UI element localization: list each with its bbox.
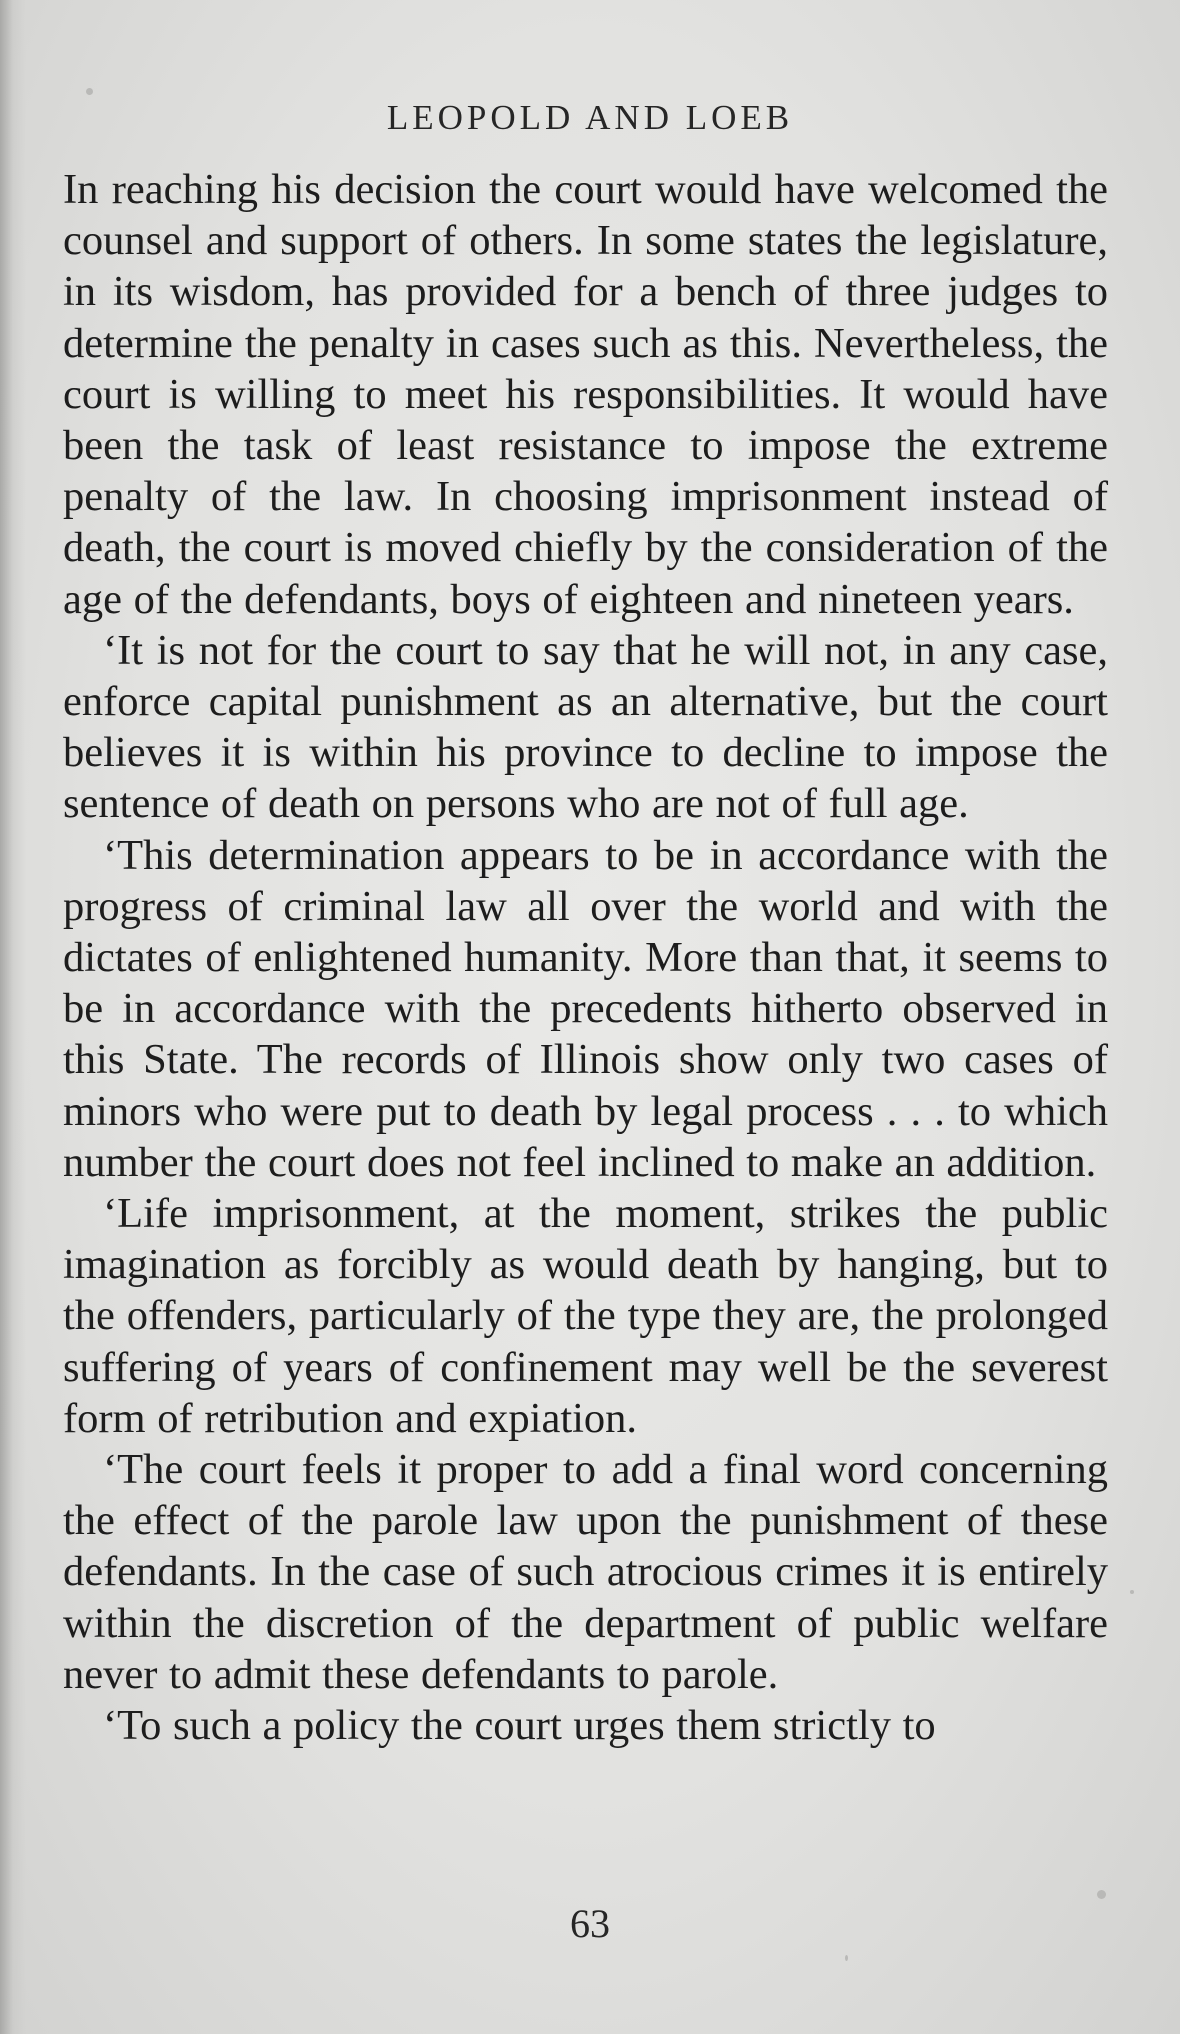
paragraph: In reaching his decision the court would have welcomed the counsel and support of others. In some states the legislature, in its wisdom, has provided for a bench of three judges to determine the penalty in cases such as this. Nevertheless, the court is willing to meet his responsibilities. It would have been the task of least resistance to impose the extreme penalty of the law. In choosing imprisonment instead of death, the court is moved chiefly by the consideration of the age of the defendants, boys of eighteen and nineteen years. (63, 166, 1108, 623)
paragraph: ‘To such a policy the court urges them strictly to (103, 1702, 936, 1750)
paragraph: ‘It is not for the court to say that he will not, in any case, enforce capital punishment as an alternative, but the court believes it is within his province to decline to impose the sentence of death on persons who are not of full age. (63, 626, 1108, 828)
paragraph: ‘Life imprisonment, at the moment, strikes the public imagination as forcibly as would death by hanging, but to the offenders, particularly of the type they are, the prolonged suffering of years of confinement may well be the severest form of retribution and expiation. (63, 1190, 1108, 1442)
paper-speck (86, 88, 93, 95)
paragraph: ‘The court feels it proper to add a final word concerning the effect of the parole law upon the punishment of these defendants. In the case of such atrocious crimes it is entirely within the discretion of the department of public welfare never to admit these defendants to parole. (63, 1446, 1108, 1698)
paper-speck (1130, 1590, 1134, 1594)
paper-speck (845, 1955, 848, 1961)
page-gutter-shadow (0, 0, 26, 2034)
running-head: LEOPOLD AND LOEB (386, 98, 794, 137)
body-text (63, 164, 1108, 1751)
paragraph: ‘This determination appears to be in accordance with the progress of criminal law all over the world and with the dictates of enlightened humanity. More than that, it seems to be in accordance with the precedents hitherto observed in this State. The records of Illinois show only two cases of minors who were put to death by legal process . . . to which number the court does not feel inclined to make an addition. (63, 831, 1108, 1186)
page-number: 63 (570, 1901, 610, 1946)
paper-speck (1097, 1890, 1106, 1899)
